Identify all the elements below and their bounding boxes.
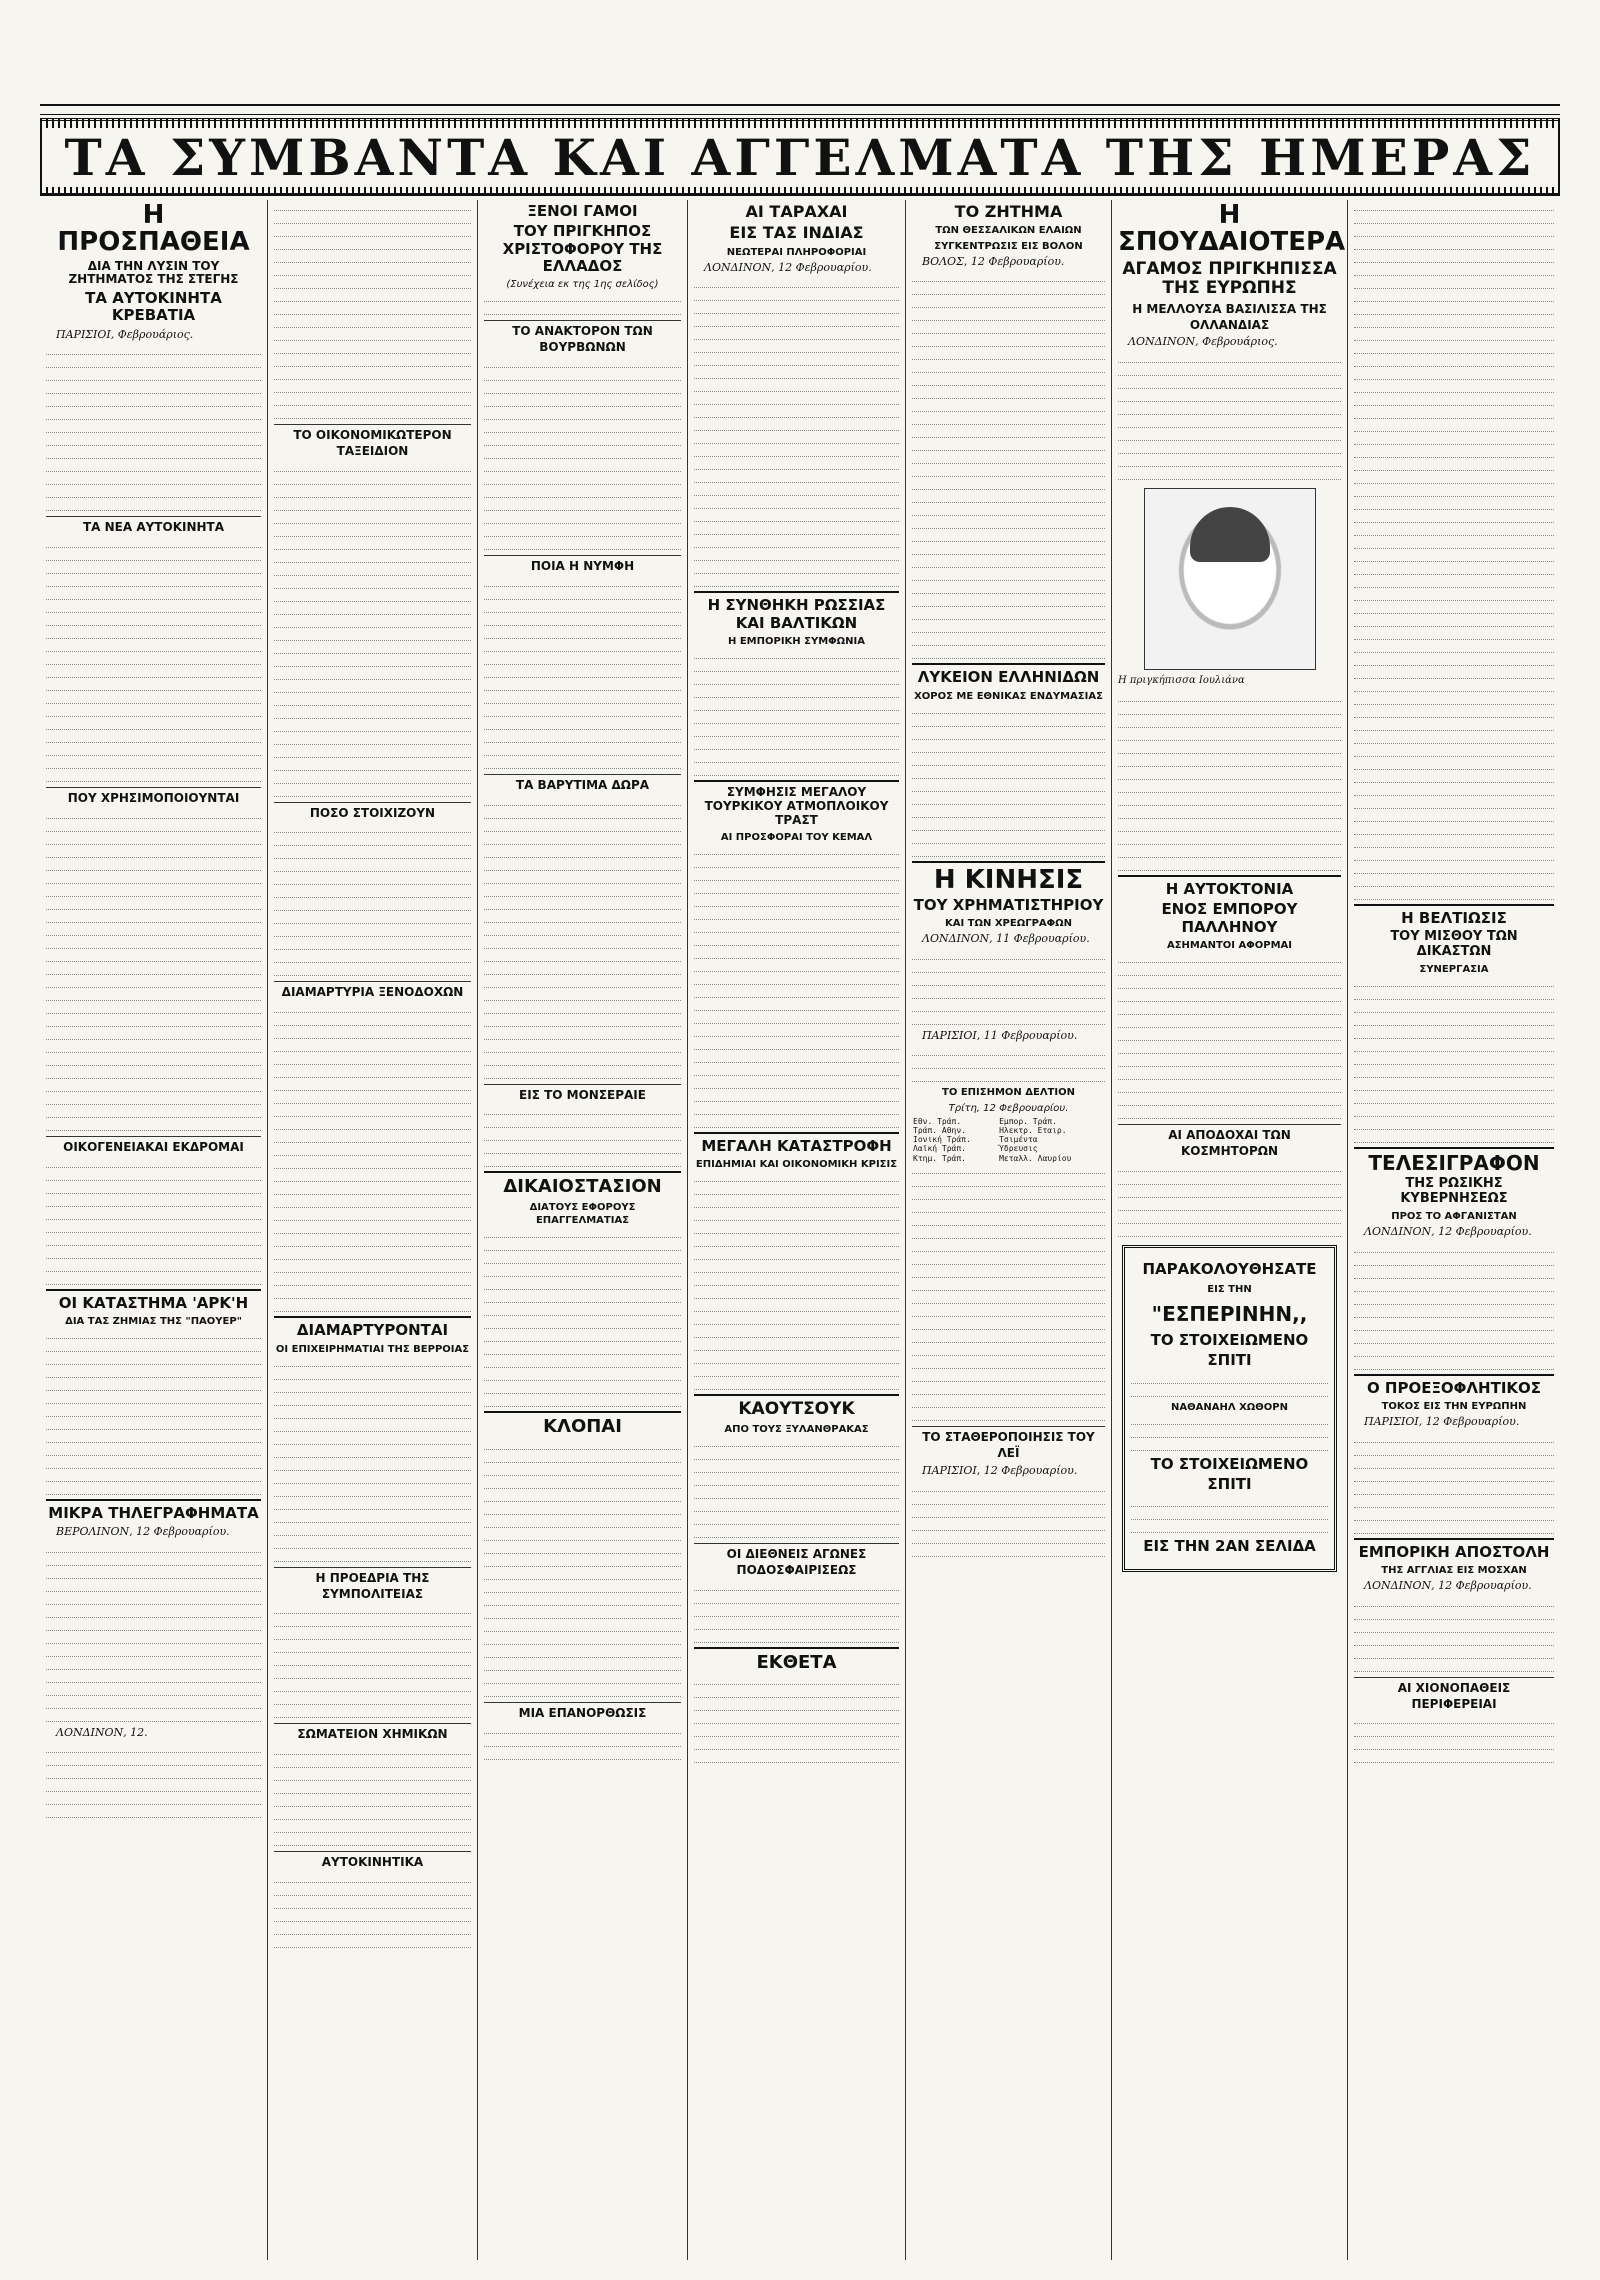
masthead-title: ΤΑ ΣΥΜΒΑΝΤΑ ΚΑΙ ΑΓΓΕΛΜΑΤΑ ΤΗΣ ΗΜΕΡΑΣ (43, 128, 1558, 187)
section-deck: ΠΡΟΣ ΤΟ ΑΦΓΑΝΙΣΤΑΝ (1391, 1211, 1517, 1223)
dateline: ΛΟΝΔΙΝΟΝ, Φεβρουάριος. (1128, 335, 1278, 349)
section-heading: ΜΙΑ ΕΠΑΝΟΡΘΩΣΙΣ (484, 1702, 681, 1722)
column-6 (1112, 200, 1348, 2260)
section-heading: ΣΩΜΑΤΕΙΟΝ ΧΗΜΙΚΩΝ (274, 1723, 471, 1743)
dateline: ΒΕΡΟΛΙΝΟΝ, 12 Φεβρουαρίου. (56, 1525, 230, 1539)
section-subhead: ΤΟΚΟΣ ΕΙΣ ΤΗΝ ΕΥΡΩΠΗΝ (1381, 1401, 1527, 1413)
stock-name: Ηλεκτρ. Εταιρ. (999, 1126, 1067, 1136)
image-caption: Η πριγκήπισσα Ιουλιάνα (1118, 674, 1245, 686)
dateline: ΠΑΡΙΣΙΟΙ, 12 Φεβρουαρίου. (1364, 1415, 1520, 1429)
column-4 (688, 200, 906, 2260)
section-deck: ΚΑΙ ΤΩΝ ΧΡΕΩΓΡΑΦΩΝ (944, 918, 1073, 930)
top-rule (40, 104, 1560, 115)
dateline: ΛΟΝΔΙΝΟΝ, 12. (56, 1725, 148, 1739)
deck: ΣΥΓΚΕΝΤΡΩΣΙΣ ΕΙΣ ΒΟΛΟΝ (934, 240, 1083, 252)
section-heading: ΛΥΚΕΙΟΝ ΕΛΛΗΝΙΔΩΝ (912, 663, 1105, 686)
section-deck: ΑΣΗΜΑΝΤΟΙ ΑΦΟΡΜΑΙ (1166, 939, 1292, 951)
section-heading: ΤΑ ΝΕΑ ΑΥΤΟΚΙΝΗΤΑ (46, 516, 261, 536)
section-heading: Η ΒΕΛΤΙΩΣΙΣ (1354, 904, 1554, 927)
section-subhead: Η ΕΜΠΟΡΙΚΗ ΣΥΜΦΩΝΙΑ (727, 635, 865, 647)
column-7 (1348, 200, 1560, 2260)
section-heading: ΜΕΓΑΛΗ ΚΑΤΑΣΤΡΟΦΗ (694, 1132, 899, 1155)
promo-story: ΤΟ ΣΤΟΙΧΕΙΩΜΕΝΟ ΣΠΙΤΙ (1150, 1331, 1309, 1369)
stock-name: Εθν. Τράπ. (913, 1116, 962, 1126)
section-subhead: ΤΗΣ ΡΩΣΙΚΗΣ ΚΥΒΕΡΝΗΣΕΩΣ (1400, 1176, 1508, 1207)
subhead: ΑΓΑΜΟΣ ΠΡΙΓΚΗΠΙΣΣΑ ΤΗΣ ΕΥΡΩΠΗΣ (1122, 258, 1337, 299)
dateline: ΛΟΝΔΙΝΟΝ, 11 Φεβρουαρίου. (922, 932, 1090, 946)
portrait-image (1144, 488, 1316, 670)
section-subhead: ΑΠΟ ΤΟΥΣ ΞΥΛΑΝΘΡΑΚΑΣ (724, 1423, 869, 1435)
section-heading: ΠΟΙΑ Η ΝΥΜΦΗ (484, 555, 681, 575)
stock-name: Ύδρευσις (999, 1144, 1038, 1154)
section-heading: ΠΟΣΟ ΣΤΟΙΧΙΖΟΥΝ (274, 802, 471, 822)
section-heading: ΣΥΜΦΗΣΙΣ ΜΕΓΑΛΟΥ ΤΟΥΡΚΙΚΟΥ ΑΤΜΟΠΛΟΙΚΟΥ ΤΡΑΣΤ (694, 780, 899, 827)
stock-name: Ιονική Τράπ. (913, 1135, 971, 1145)
section-heading: ΚΛΟΠΑΙ (484, 1411, 681, 1438)
stock-name: Μεταλλ. Λαυρίου (999, 1153, 1072, 1163)
column-5 (906, 200, 1112, 2260)
subhead: ΕΙΣ ΤΑΣ ΙΝΔΙΑΣ (729, 223, 864, 243)
section-deck: ΣΥΝΕΡΓΑΣΙΑ (1419, 964, 1489, 976)
promo-box (1122, 1245, 1337, 1573)
section-heading: ΔΙΑΜΑΡΤΥΡΟΝΤΑΙ (274, 1316, 471, 1339)
section-subhead: ΑΙ ΠΡΟΣΦΟΡΑΙ ΤΟΥ ΚΕΜΑΛ (720, 831, 873, 843)
section-heading: Ο ΠΡΟΕΞΟΦΛΗΤΙΚΟΣ (1354, 1374, 1554, 1397)
section-heading: Η ΠΡΟΕΔΡΙΑ ΤΗΣ ΣΥΜΠΟΛΙΤΕΙΑΣ (274, 1567, 471, 1603)
section-heading: ΑΙ ΧΙΟΝΟΠΑΘΕΙΣ ΠΕΡΙΦΕΡΕΙΑΙ (1354, 1677, 1554, 1713)
table-row (912, 1117, 1105, 1126)
section-heading: ΕΚΘΕΤΑ (694, 1647, 899, 1674)
subhead: ΤΩΝ ΘΕΣΣΑΛΙΚΩΝ ΕΛΑΙΩΝ (935, 225, 1082, 237)
section-heading: ΤΟ ΣΤΑΘΕΡΟΠΟΙΗΣΙΣ ΤΟΥ ΛΕΪ (912, 1426, 1105, 1462)
dateline: ΛΟΝΔΙΝΟΝ, 12 Φεβρουαρίου. (704, 260, 872, 274)
section-heading: ΔΙΑΜΑΡΤΥΡΙΑ ΞΕΝΟΔΟΧΩΝ (274, 981, 471, 1001)
columns (40, 200, 1560, 2260)
table-row (912, 1144, 1105, 1153)
section-heading: ΤΑ ΒΑΡΥΤΙΜΑ ΔΩΡΑ (484, 774, 681, 794)
section-subhead: ΤΟΥ ΜΙΣΘΟΥ ΤΩΝ ΔΙΚΑΣΤΩΝ (1390, 929, 1518, 960)
stock-name: Κτημ. Τράπ. (913, 1153, 966, 1163)
section-heading: ΔΙΚΑΙΟΣΤΑΣΙΟΝ (484, 1171, 681, 1198)
column-3 (478, 200, 688, 2260)
deck: ΝΕΩΤΕΡΑΙ ΠΛΗΡΟΦΟΡΙΑΙ (726, 246, 867, 258)
section-subhead: ΔΙΑΤΟΥΣ ΕΦΟΡΟΥΣ ΕΠΑΓΓΕΛΜΑΤΙΑΣ (529, 1202, 636, 1227)
section-heading: ΜΙΚΡΑ ΤΗΛΕΓΡΑΦΗΜΑΤΑ (46, 1499, 261, 1522)
section-subhead: ΔΙΑ ΤΑΣ ΖΗΜΙΑΣ ΤΗΣ "ΠΑΟΥΕΡ" (65, 1315, 242, 1327)
dateline: ΠΑΡΙΣΙΟΙ, 12 Φεβρουαρίου. (922, 1464, 1078, 1478)
section-subhead: ΕΠΙΔΗΜΙΑΙ ΚΑΙ ΟΙΚΟΝΟΜΙΚΗ ΚΡΙΣΙΣ (695, 1159, 898, 1170)
section-heading: ΑΙ ΑΠΟΔΟΧΑΙ ΤΩΝ ΚΟΣΜΗΤΟΡΩΝ (1118, 1124, 1341, 1160)
section-heading: ΕΙΣ ΤΟ ΜΟΝΣΕΡΑΙΕ (484, 1084, 681, 1104)
promo-author: ΝΑΘΑΝΑΗΛ ΧΩΘΟΡΝ (1171, 1401, 1288, 1413)
continuation-note: (Συνέχεια εκ της 1ης σελίδος) (506, 279, 659, 290)
section-date: Τρίτη, 12 Φεβρουαρίου. (948, 1102, 1069, 1114)
table-row (912, 1135, 1105, 1144)
column-1 (40, 200, 268, 2260)
promo-story: ΤΟ ΣΤΟΙΧΕΙΩΜΕΝΟ ΣΠΙΤΙ (1150, 1454, 1309, 1493)
section-heading: Η ΣΥΝΘΗΚΗ ΡΩΣΣΙΑΣ ΚΑΙ ΒΑΛΤΙΚΩΝ (694, 591, 899, 632)
masthead (40, 118, 1560, 196)
section-heading: ΤΟ ΑΝΑΚΤΟΡΟΝ ΤΩΝ ΒΟΥΡΒΩΝΩΝ (484, 320, 681, 356)
headline: ΑΙ ΤΑΡΑΧΑΙ (745, 202, 848, 221)
section-heading: ΤΕΛΕΣΙΓΡΑΦΟΝ (1354, 1147, 1554, 1174)
table-row (912, 1126, 1105, 1135)
section-heading: ΟΙΚΟΓΕΝΕΙΑΚΑΙ ΕΚΔΡΟΜΑΙ (46, 1136, 261, 1156)
headline: ΞΕΝΟΙ ΓΑΜΟΙ (527, 202, 638, 220)
section-subhead: ΟΙ ΕΠΙΧΕΙΡΗΜΑΤΙΑΙ ΤΗΣ ΒΕΡΡΟΙΑΣ (275, 1343, 470, 1355)
section-heading: Η ΚΙΝΗΣΙΣ (912, 861, 1105, 894)
subhead: ΔΙΑ ΤΗΝ ΛΥΣΙΝ ΤΟΥ ΖΗΤΗΜΑΤΟΣ ΤΗΣ ΣΤΕΓΗΣ (68, 258, 239, 287)
headline: Η ΣΠΟΥΔΑΙΟΤΕΡΑ (1118, 200, 1346, 258)
headline: Η ΠΡΟΣΠΑΘΕΙΑ (57, 200, 250, 258)
stock-name: Τράπ. Αθην. (913, 1126, 966, 1136)
section-heading: ΟΙ ΔΙΕΘΝΕΙΣ ΑΓΩΝΕΣ ΠΟΔΟΣΦΑΙΡΙΣΕΩΣ (694, 1543, 899, 1579)
stock-name: Λαϊκή Τράπ. (913, 1144, 966, 1154)
section-heading: ΚΑΟΥΤΣΟΥΚ (694, 1394, 899, 1420)
section-subhead: ΕΝΟΣ ΕΜΠΟΡΟΥ ΠΑΛΛΗΝΟΥ (1161, 900, 1298, 936)
dateline: ΠΑΡΙΣΙΟΙ, Φεβρουάριος. (56, 327, 194, 341)
stock-name: Εμπορ. Τράπ. (999, 1116, 1057, 1126)
section-subhead: ΧΟΡΟΣ ΜΕ ΕΘΝΙΚΑΣ ΕΝΔΥΜΑΣΙΑΣ (914, 690, 1103, 702)
promo-paper: "ΕΣΠΕΡΙΝΗΝ,, (1151, 1301, 1308, 1326)
table-row (912, 1154, 1105, 1163)
column-2 (268, 200, 478, 2260)
promo-title: ΠΑΡΑΚΟΛΟΥΘΗΣΑΤΕ (1142, 1259, 1317, 1278)
section-subhead: ΤΟΥ ΧΡΗΜΑΤΙΣΤΗΡΙΟΥ (913, 896, 1104, 915)
stock-table (912, 1117, 1105, 1163)
subhead: ΤΟΥ ΠΡΙΓΚΗΠΟΣ ΧΡΙΣΤΟΦΟΡΟΥ ΤΗΣ ΕΛΛΑΔΟΣ (502, 222, 663, 275)
promo-text: ΕΙΣ ΤΗΝ (1207, 1284, 1252, 1296)
dateline: ΛΟΝΔΙΝΟΝ, 12 Φεβρουαρίου. (1364, 1225, 1532, 1239)
section-heading: ΠΟΥ ΧΡΗΣΙΜΟΠΟΙΟΥΝΤΑΙ (46, 787, 261, 807)
section-heading: ΤΟ ΟΙΚΟΝΟΜΙΚΩΤΕΡΟΝ ΤΑΞΕΙΔΙΟΝ (274, 424, 471, 460)
dateline: ΒΟΛΟΣ, 12 Φεβρουαρίου. (922, 254, 1065, 268)
section-subhead: ΤΗΣ ΑΓΓΛΙΑΣ ΕΙΣ ΜΟΣΧΑΝ (1381, 1565, 1527, 1577)
section-heading: ΤΟ ΕΠΙΣΗΜΟΝ ΔΕΛΤΙΟΝ (942, 1087, 1075, 1099)
deck: ΤΑ ΑΥΤΟΚΙΝΗΤΑ ΚΡΕΒΑΤΙΑ (85, 289, 222, 325)
dateline: ΛΟΝΔΙΝΟΝ, 12 Φεβρουαρίου. (1364, 1579, 1532, 1593)
stock-name: Τσιμέντα (999, 1135, 1038, 1145)
section-heading: Η ΑΥΤΟΚΤΟΝΙΑ (1118, 875, 1341, 898)
deck: Η ΜΕΛΛΟΥΣΑ ΒΑΣΙΛΙΣΣΑ ΤΗΣ ΟΛΛΑΝΔΙΑΣ (1132, 301, 1327, 332)
headline: ΤΟ ΖΗΤΗΜΑ (954, 202, 1063, 221)
section-heading: ΟΙ ΚΑΤΑΣΤΗΜΑ 'ΑΡΚ'Η (46, 1289, 261, 1312)
section-heading: ΕΜΠΟΡΙΚΗ ΑΠΟΣΤΟΛΗ (1354, 1538, 1554, 1561)
promo-footer: ΕΙΣ ΤΗΝ 2ΑΝ ΣΕΛΙΔΑ (1143, 1537, 1316, 1556)
section-heading: ΑΥΤΟΚΙΝΗΤΙΚΑ (274, 1851, 471, 1871)
dateline: ΠΑΡΙΣΙΟΙ, 11 Φεβρουαρίου. (922, 1028, 1078, 1042)
